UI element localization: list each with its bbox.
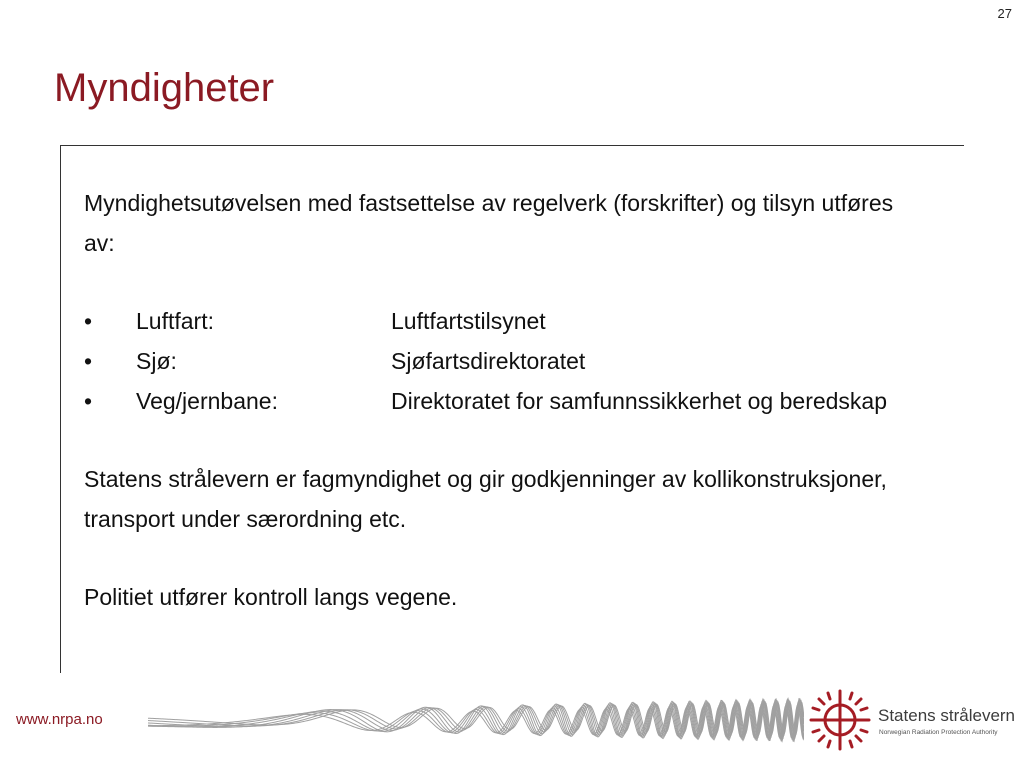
frame-left-rule (60, 145, 61, 673)
logo-subtitle: Norwegian Radiation Protection Authority (879, 729, 998, 736)
bullet-label: Sjø: (136, 348, 177, 374)
nrpa-logo (808, 688, 1014, 752)
intro-paragraph: Myndighetsutøvelsen med fastsettelse av regelverk (forskrifter) og tilsyn utføres av: (84, 190, 894, 256)
list-item-sjo (84, 341, 944, 381)
bullet-icon: • (84, 388, 93, 414)
bullet-icon: • (84, 308, 93, 334)
authority-list (84, 301, 944, 421)
frame-top-rule (60, 145, 964, 146)
footer-url-link[interactable]: www.nrpa.no (16, 711, 103, 728)
spacer (84, 539, 944, 577)
paragraph-police: Politiet utfører kontroll langs vegene. (84, 584, 458, 610)
sun-cross-logo-icon (808, 688, 872, 752)
paragraph-nrpa: Statens strålevern er fagmyndighet og gir godkjenninger av kollikonstruksjoner, transport under særordning etc. (84, 466, 887, 532)
bullet-label: Luftfart: (136, 308, 214, 334)
bullet-value: Sjøfartsdirektoratet (391, 348, 586, 374)
bullet-value: Direktoratet for samfunnssikkerhet og beredskap (391, 388, 888, 414)
spacer (84, 421, 944, 459)
page-number: 27 (997, 6, 1012, 21)
list-item-veg-jernbane (84, 381, 944, 421)
spacer (84, 263, 944, 301)
bullet-label: Veg/jernbane: (136, 388, 278, 414)
slide-title: Myndigheter (54, 66, 275, 110)
bullet-value: Luftfartstilsynet (391, 308, 546, 334)
list-item-luftfart (84, 301, 944, 341)
logo-name: Statens strålevern (878, 706, 1016, 725)
radiation-wave-icon (148, 694, 804, 746)
slide-body (84, 183, 944, 617)
bullet-icon: • (84, 348, 93, 374)
